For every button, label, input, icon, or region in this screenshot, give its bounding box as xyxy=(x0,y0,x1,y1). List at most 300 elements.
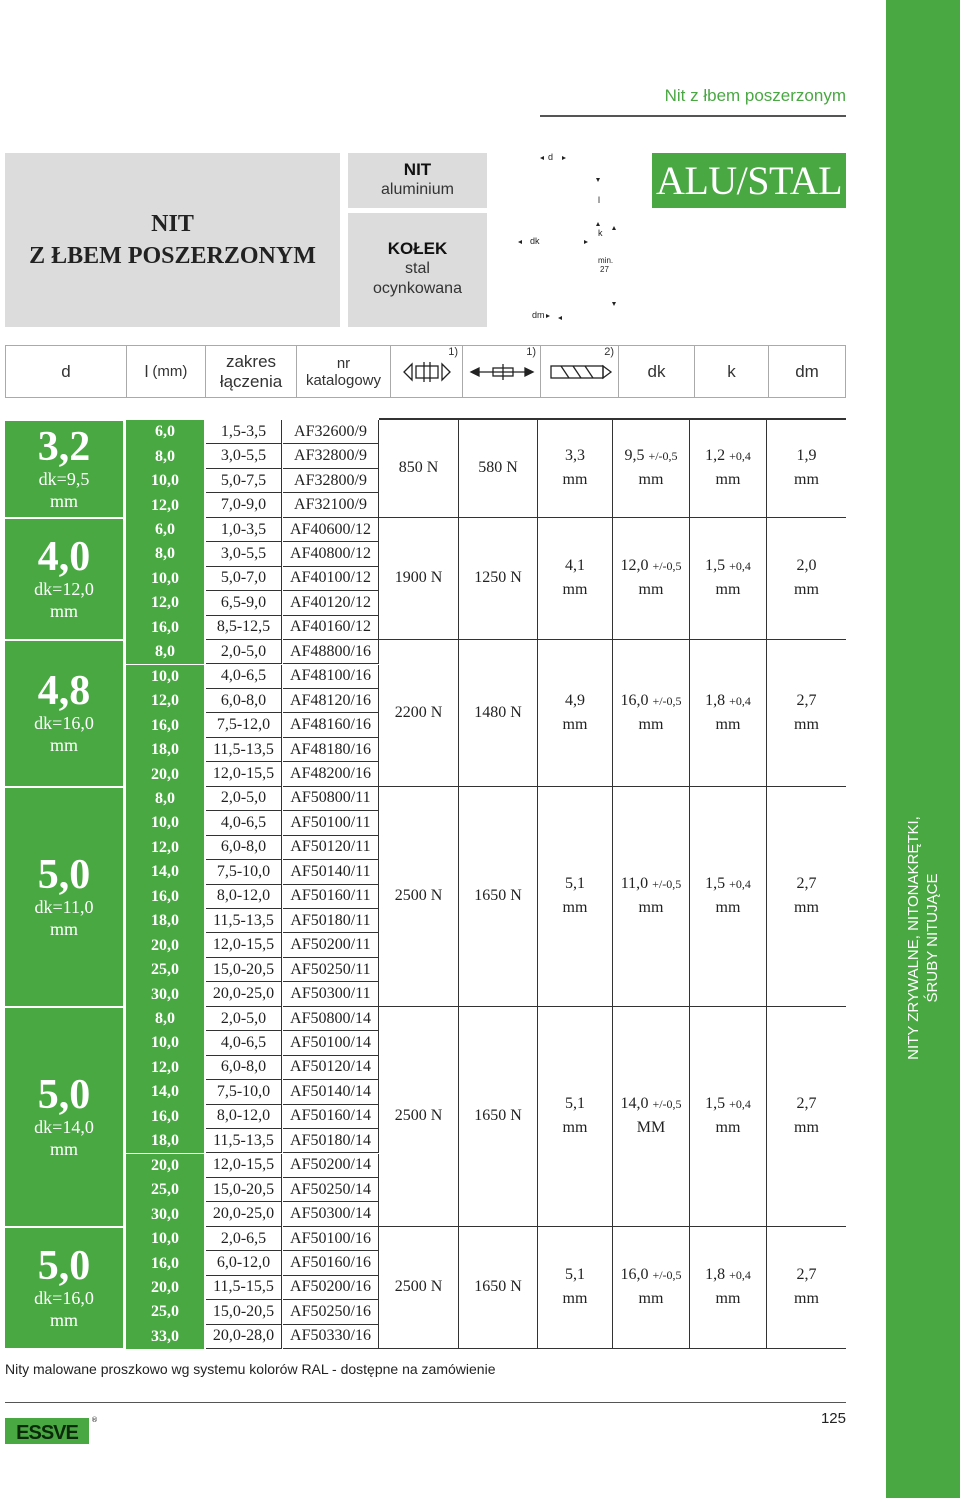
header-d xyxy=(6,346,127,397)
cell-unit: mm xyxy=(715,715,741,733)
group-label-2 xyxy=(5,641,123,786)
shear-force-icon xyxy=(402,360,452,384)
cell-tolerance: +0,4 xyxy=(729,1097,751,1112)
cell-length: 8,0 xyxy=(126,787,204,811)
cell-catalog-number: AF40160/12 xyxy=(283,616,379,640)
header-l xyxy=(127,346,206,397)
cell-dm_val xyxy=(767,420,846,518)
cell-length: 18,0 xyxy=(126,738,204,762)
arrow-icon xyxy=(546,314,550,318)
table-row xyxy=(126,1080,379,1104)
arrow-icon xyxy=(540,156,544,160)
cell-unit: mm xyxy=(562,1119,588,1137)
group-unit: mm xyxy=(49,918,78,939)
diagram-label-l: l xyxy=(598,195,600,205)
table-row xyxy=(126,982,379,1006)
page-header-title: Nit z łbem poszerzonym xyxy=(664,86,846,105)
cell-catalog-number: AF50160/16 xyxy=(283,1251,379,1275)
cell-tolerance: +/-0,5 xyxy=(652,559,682,574)
cell-value-line xyxy=(620,1092,681,1116)
header-dm-label: dm xyxy=(795,361,819,381)
cell-value: 2500 N xyxy=(394,1107,443,1125)
cell-unit: mm xyxy=(562,471,588,489)
cell-catalog-number: AF50100/11 xyxy=(283,811,379,835)
table-header-row xyxy=(5,345,846,398)
cell-length: 20,0 xyxy=(126,1276,204,1300)
table-row xyxy=(126,518,379,542)
cell-value: 1900 N xyxy=(394,569,443,587)
cell-catalog-number: AF32100/9 xyxy=(283,493,379,517)
cell-tensile xyxy=(459,640,538,787)
rivet-dimension-diagram xyxy=(500,148,640,326)
table-row xyxy=(126,787,379,811)
cell-grip-range: 6,0-8,0 xyxy=(206,1056,282,1080)
table-row xyxy=(126,444,379,468)
cell-grip-range: 8,0-12,0 xyxy=(206,885,282,909)
cell-tolerance: +0,4 xyxy=(729,693,751,708)
registered-mark-icon: ® xyxy=(91,1416,98,1424)
cell-value: 5,1 xyxy=(565,1266,585,1284)
group-dk: dk=11,0 xyxy=(34,896,94,917)
cell-tolerance: +0,4 xyxy=(729,1268,751,1283)
cell-grip-range: 15,0-20,5 xyxy=(206,958,282,982)
group-diameter: 4,8 xyxy=(37,668,91,715)
header-k xyxy=(695,346,769,397)
cell-unit: mm xyxy=(794,581,819,599)
diagram-label-dk: dk xyxy=(530,236,540,246)
cell-value: 1650 N xyxy=(474,887,522,905)
arrow-icon xyxy=(584,240,588,244)
cell-tolerance: +/-0,5 xyxy=(652,877,682,892)
cell-catalog-number: AF50300/11 xyxy=(283,982,379,1006)
cell-value: 1,2 xyxy=(705,447,726,465)
group-diameter: 5,0 xyxy=(37,851,91,898)
material-pin-line-1: stal xyxy=(405,260,430,277)
table-row xyxy=(126,1202,379,1226)
header-d-label: d xyxy=(61,361,71,381)
cell-dk_val xyxy=(613,640,690,787)
header-k-label: k xyxy=(727,361,736,381)
table-row xyxy=(126,1056,379,1080)
cell-grip-range: 4,0-6,5 xyxy=(206,811,282,835)
cell-grip-range: 6,0-8,0 xyxy=(206,836,282,860)
cell-catalog-number: AF50140/11 xyxy=(283,860,379,884)
header-l-unit: (mm) xyxy=(152,363,188,380)
cell-value: 2,7 xyxy=(796,691,817,709)
footer-note: Nity malowane proszkowo wg systemu kolorów RAL - dostępne na zamówienie xyxy=(5,1361,496,1377)
table-row xyxy=(126,640,379,664)
diagram-label-k: k xyxy=(598,228,603,238)
cell-unit: mm xyxy=(794,899,819,917)
cell-length: 6,0 xyxy=(126,518,204,542)
cell-grip-range: 2,0-5,0 xyxy=(206,787,282,811)
cell-grip-range: 2,0-6,5 xyxy=(206,1227,282,1251)
cell-length: 14,0 xyxy=(126,1080,204,1104)
cell-catalog-number: AF48160/16 xyxy=(283,713,379,737)
cell-value: 3,3 xyxy=(565,447,585,465)
material-pin-line-2: ocynkowana xyxy=(373,280,462,297)
header-dk xyxy=(619,346,695,397)
group-diameter: 3,2 xyxy=(37,423,91,470)
cell-length: 16,0 xyxy=(126,1251,204,1275)
cell-catalog-number: AF50800/11 xyxy=(283,787,379,811)
material-box-rivet xyxy=(348,153,487,208)
cell-unit: mm xyxy=(715,1290,741,1308)
table-row xyxy=(126,665,379,689)
table-row xyxy=(126,420,379,444)
cell-length: 6,0 xyxy=(126,420,204,444)
cell-catalog-number: AF50120/14 xyxy=(283,1056,379,1080)
cell-drill xyxy=(538,1227,613,1349)
table-row xyxy=(126,616,379,640)
cell-length: 10,0 xyxy=(126,811,204,835)
cell-catalog-number: AF40100/12 xyxy=(283,567,379,591)
cell-unit: mm xyxy=(638,899,664,917)
cell-tolerance: +0,4 xyxy=(729,559,751,574)
cell-value: 850 N xyxy=(398,459,439,477)
cell-value: 1,5 xyxy=(705,875,726,893)
cell-tensile xyxy=(459,518,538,640)
cell-value-line xyxy=(705,444,751,468)
cell-value: 1,9 xyxy=(796,447,817,465)
cell-grip-range: 12,0-15,5 xyxy=(206,1154,282,1178)
diagram-label-d: d xyxy=(548,152,554,162)
table-row xyxy=(126,958,379,982)
group-label-3 xyxy=(5,788,123,1006)
table-row xyxy=(126,1154,379,1178)
cell-catalog-number: AF50180/11 xyxy=(283,909,379,933)
cell-catalog-number: AF48120/16 xyxy=(283,689,379,713)
cell-unit: mm xyxy=(638,715,664,733)
cell-unit: mm xyxy=(562,899,588,917)
cell-length: 12,0 xyxy=(126,591,204,615)
arrow-icon xyxy=(612,302,616,306)
cell-grip-range: 5,0-7,0 xyxy=(206,567,282,591)
cell-value: 2,7 xyxy=(796,875,817,893)
table-row xyxy=(126,1178,379,1202)
table-row xyxy=(126,567,379,591)
table-row xyxy=(126,885,379,909)
cell-value-line xyxy=(620,554,681,578)
cell-length: 10,0 xyxy=(126,1227,204,1251)
material-box-pin xyxy=(348,213,487,327)
cell-drill xyxy=(538,640,613,787)
side-text-line-1: NITY ZRYWALNE, NITONAKRĘTKI, xyxy=(905,816,922,1060)
cell-value: 4,9 xyxy=(565,691,585,709)
cell-grip-range: 2,0-5,0 xyxy=(206,1007,282,1031)
group-unit: mm xyxy=(49,600,78,621)
cell-length: 10,0 xyxy=(126,1031,204,1055)
cell-grip-range: 6,0-8,0 xyxy=(206,689,282,713)
cell-unit: mm xyxy=(638,581,664,599)
table-row xyxy=(126,1227,379,1251)
cell-grip-range: 1,5-3,5 xyxy=(206,420,282,444)
product-title-line-1: NIT xyxy=(151,211,194,237)
cell-k_val xyxy=(690,1007,767,1227)
cell-length: 8,0 xyxy=(126,640,204,664)
diagram-label-dm: dm xyxy=(532,310,545,320)
group-diameter: 5,0 xyxy=(37,1242,91,1289)
cell-unit: mm xyxy=(638,1290,664,1308)
cell-length: 10,0 xyxy=(126,665,204,689)
cell-value: 2500 N xyxy=(394,887,443,905)
material-pin-title: KOŁEK xyxy=(387,239,448,258)
cell-value-line xyxy=(705,1263,751,1287)
table-row xyxy=(126,542,379,566)
cell-unit: mm xyxy=(794,1290,819,1308)
arrow-icon xyxy=(596,222,600,226)
table-row xyxy=(126,1105,379,1129)
cell-unit: mm xyxy=(715,581,741,599)
table-row xyxy=(126,811,379,835)
cell-tensile xyxy=(459,1007,538,1227)
group-dk: dk=14,0 xyxy=(34,1116,94,1137)
cell-length: 14,0 xyxy=(126,860,204,884)
diagram-label-min-value: 27 xyxy=(600,265,609,274)
page-number: 125 xyxy=(820,1410,846,1427)
cell-catalog-number: AF50200/16 xyxy=(283,1276,379,1300)
group-label-1 xyxy=(5,519,123,639)
cell-value: 2500 N xyxy=(394,1278,443,1296)
cell-length: 8,0 xyxy=(126,542,204,566)
header-dk-label: dk xyxy=(647,361,666,381)
cell-k_val xyxy=(690,1227,767,1349)
cell-unit: mm xyxy=(794,1119,819,1137)
cell-dm_val xyxy=(767,1227,846,1349)
cell-dk_val xyxy=(613,787,690,1007)
cell-length: 10,0 xyxy=(126,469,204,493)
cell-dk_val xyxy=(613,1007,690,1227)
side-text-line-2: ŚRUBY NITUJĄCE xyxy=(924,873,941,1003)
arrow-icon xyxy=(518,240,522,244)
cell-unit: MM xyxy=(636,1119,666,1137)
cell-length: 16,0 xyxy=(126,1105,204,1129)
cell-value-line xyxy=(624,444,677,468)
table-row xyxy=(126,738,379,762)
cell-unit: mm xyxy=(715,899,741,917)
table-row xyxy=(126,1300,379,1324)
cell-shear xyxy=(379,1007,459,1227)
cell-value-line xyxy=(621,872,682,896)
group-label-0 xyxy=(5,421,123,517)
cell-length: 30,0 xyxy=(126,1202,204,1226)
cell-drill xyxy=(538,1007,613,1227)
group-unit: mm xyxy=(49,1138,78,1159)
cell-length: 12,0 xyxy=(126,493,204,517)
table-row xyxy=(126,713,379,737)
arrow-icon xyxy=(558,316,562,320)
cell-length: 12,0 xyxy=(126,689,204,713)
cell-length: 30,0 xyxy=(126,982,204,1006)
cell-dk_val xyxy=(613,420,690,518)
footer-divider xyxy=(5,1402,846,1403)
cell-unit: mm xyxy=(715,1119,741,1137)
cell-value-line xyxy=(620,689,681,713)
cell-length: 18,0 xyxy=(126,1129,204,1153)
cell-catalog-number: AF50250/14 xyxy=(283,1178,379,1202)
cell-tolerance: +/-0,5 xyxy=(652,1268,682,1283)
cell-k_val xyxy=(690,787,767,1007)
header-drill xyxy=(541,346,619,397)
cell-catalog-number: AF48200/16 xyxy=(283,762,379,786)
cell-unit: mm xyxy=(794,471,819,489)
cell-catalog-number: AF32800/9 xyxy=(283,444,379,468)
cell-catalog-number: AF50800/14 xyxy=(283,1007,379,1031)
cell-value: 1650 N xyxy=(474,1278,522,1296)
cell-value-line xyxy=(705,689,751,713)
group-unit: mm xyxy=(49,490,78,511)
cell-k_val xyxy=(690,420,767,518)
table-row xyxy=(126,1276,379,1300)
cell-value: 9,5 xyxy=(624,447,645,465)
cell-catalog-number: AF40800/12 xyxy=(283,542,379,566)
table-row xyxy=(126,1129,379,1153)
table-row xyxy=(126,689,379,713)
cell-grip-range: 8,5-12,5 xyxy=(206,616,282,640)
cell-catalog-number: AF50250/16 xyxy=(283,1300,379,1324)
cell-value: 5,1 xyxy=(565,875,585,893)
group-unit: mm xyxy=(49,735,78,756)
header-nr xyxy=(297,346,391,397)
cell-length: 25,0 xyxy=(126,1178,204,1202)
group-label-5 xyxy=(5,1228,123,1348)
cell-length: 18,0 xyxy=(126,909,204,933)
cell-value: 16,0 xyxy=(620,691,649,709)
cell-grip-range: 11,5-13,5 xyxy=(206,1129,282,1153)
material-rivet-line: aluminium xyxy=(381,181,454,198)
header-divider xyxy=(540,115,846,117)
cell-grip-range: 2,0-5,0 xyxy=(206,640,282,664)
cell-length: 20,0 xyxy=(126,1154,204,1178)
cell-value-line xyxy=(620,1263,681,1287)
cell-value: 1,8 xyxy=(705,691,726,709)
brand-logo-text: ESSVE xyxy=(16,1422,78,1444)
cell-drill xyxy=(538,787,613,1007)
cell-value: 2,0 xyxy=(796,557,817,575)
cell-value: 11,0 xyxy=(620,875,649,893)
cell-length: 16,0 xyxy=(126,713,204,737)
cell-grip-range: 12,0-15,5 xyxy=(206,933,282,957)
cell-value: 1480 N xyxy=(474,703,522,721)
header-l-label: l xyxy=(144,361,149,381)
cell-catalog-number: AF50160/11 xyxy=(283,885,379,909)
group-dk: dk=16,0 xyxy=(34,713,94,734)
cell-grip-range: 15,0-20,5 xyxy=(206,1300,282,1324)
header-shear-note: 1) xyxy=(448,346,458,358)
cell-dk_val xyxy=(613,518,690,640)
cell-value: 1650 N xyxy=(474,1107,522,1125)
cell-grip-range: 1,0-3,5 xyxy=(206,518,282,542)
cell-unit: mm xyxy=(638,471,664,489)
header-zakres-line-2: łączenia xyxy=(219,371,283,391)
cell-unit: mm xyxy=(715,471,741,489)
cell-length: 20,0 xyxy=(126,762,204,786)
group-label-4 xyxy=(5,1008,123,1226)
cell-grip-range: 5,0-7,5 xyxy=(206,469,282,493)
cell-catalog-number: AF50100/14 xyxy=(283,1031,379,1055)
cell-k_val xyxy=(690,640,767,787)
diagram-label-min: min. xyxy=(598,256,614,265)
arrow-icon xyxy=(562,156,566,160)
cell-shear xyxy=(379,787,459,1007)
cell-value: 1,5 xyxy=(705,557,726,575)
cell-grip-range: 3,0-5,5 xyxy=(206,444,282,468)
cell-unit: mm xyxy=(562,1290,588,1308)
arrow-icon xyxy=(596,178,600,182)
cell-value-line xyxy=(705,872,751,896)
cell-length: 16,0 xyxy=(126,616,204,640)
cell-value: 2,7 xyxy=(796,1095,817,1113)
header-zakres xyxy=(206,346,297,397)
cell-value: 12,0 xyxy=(620,557,649,575)
cell-tolerance: +0,4 xyxy=(729,877,751,892)
cell-grip-range: 6,0-12,0 xyxy=(206,1251,282,1275)
group-diameter: 5,0 xyxy=(37,1071,91,1118)
cell-value: 5,1 xyxy=(565,1095,585,1113)
cell-catalog-number: AF32600/9 xyxy=(283,420,379,444)
cell-catalog-number: AF50120/11 xyxy=(283,836,379,860)
cell-unit: mm xyxy=(562,581,588,599)
cell-length: 12,0 xyxy=(126,1056,204,1080)
table-row xyxy=(126,836,379,860)
cell-grip-range: 6,5-9,0 xyxy=(206,591,282,615)
cell-value: 1,5 xyxy=(705,1095,726,1113)
cell-length: 10,0 xyxy=(126,567,204,591)
cell-length: 20,0 xyxy=(126,933,204,957)
side-category-text xyxy=(904,708,942,1168)
cell-k_val xyxy=(690,518,767,640)
cell-catalog-number: AF48100/16 xyxy=(283,665,379,689)
brand-logo xyxy=(5,1414,98,1450)
cell-drill xyxy=(538,518,613,640)
cell-value: 1250 N xyxy=(474,569,522,587)
cell-dk_val xyxy=(613,1227,690,1349)
cell-value: 14,0 xyxy=(620,1095,649,1113)
cell-dm_val xyxy=(767,787,846,1007)
material-badge: ALU/STAL xyxy=(652,153,846,208)
cell-grip-range: 3,0-5,5 xyxy=(206,542,282,566)
cell-catalog-number: AF50140/14 xyxy=(283,1080,379,1104)
cell-tolerance: +0,4 xyxy=(729,449,751,464)
cell-length: 8,0 xyxy=(126,1007,204,1031)
tensile-force-icon xyxy=(469,360,535,384)
cell-value: 1,8 xyxy=(705,1266,726,1284)
cell-grip-range: 7,0-9,0 xyxy=(206,493,282,517)
cell-dm_val xyxy=(767,1007,846,1227)
cell-grip-range: 20,0-25,0 xyxy=(206,982,282,1006)
group-diameter: 4,0 xyxy=(37,533,91,580)
cell-grip-range: 11,5-13,5 xyxy=(206,738,282,762)
cell-grip-range: 11,5-13,5 xyxy=(206,909,282,933)
cell-catalog-number: AF50330/16 xyxy=(283,1325,379,1349)
drill-icon xyxy=(547,361,613,383)
group-dk: dk=12,0 xyxy=(34,578,94,599)
cell-shear xyxy=(379,420,459,518)
table-row xyxy=(126,1325,379,1349)
group-dk: dk=9,5 xyxy=(38,468,90,489)
cell-value-line xyxy=(705,554,751,578)
cell-tolerance: +/-0,5 xyxy=(652,693,682,708)
cell-unit: mm xyxy=(562,715,588,733)
cell-length: 25,0 xyxy=(126,1300,204,1324)
cell-catalog-number: AF32800/9 xyxy=(283,469,379,493)
cell-value: 4,1 xyxy=(565,557,585,575)
header-nr-line-1: nr xyxy=(336,354,351,372)
cell-grip-range: 15,0-20,5 xyxy=(206,1178,282,1202)
arrow-icon xyxy=(612,226,616,230)
table-row xyxy=(126,762,379,786)
header-tensile-note: 1) xyxy=(526,346,536,358)
